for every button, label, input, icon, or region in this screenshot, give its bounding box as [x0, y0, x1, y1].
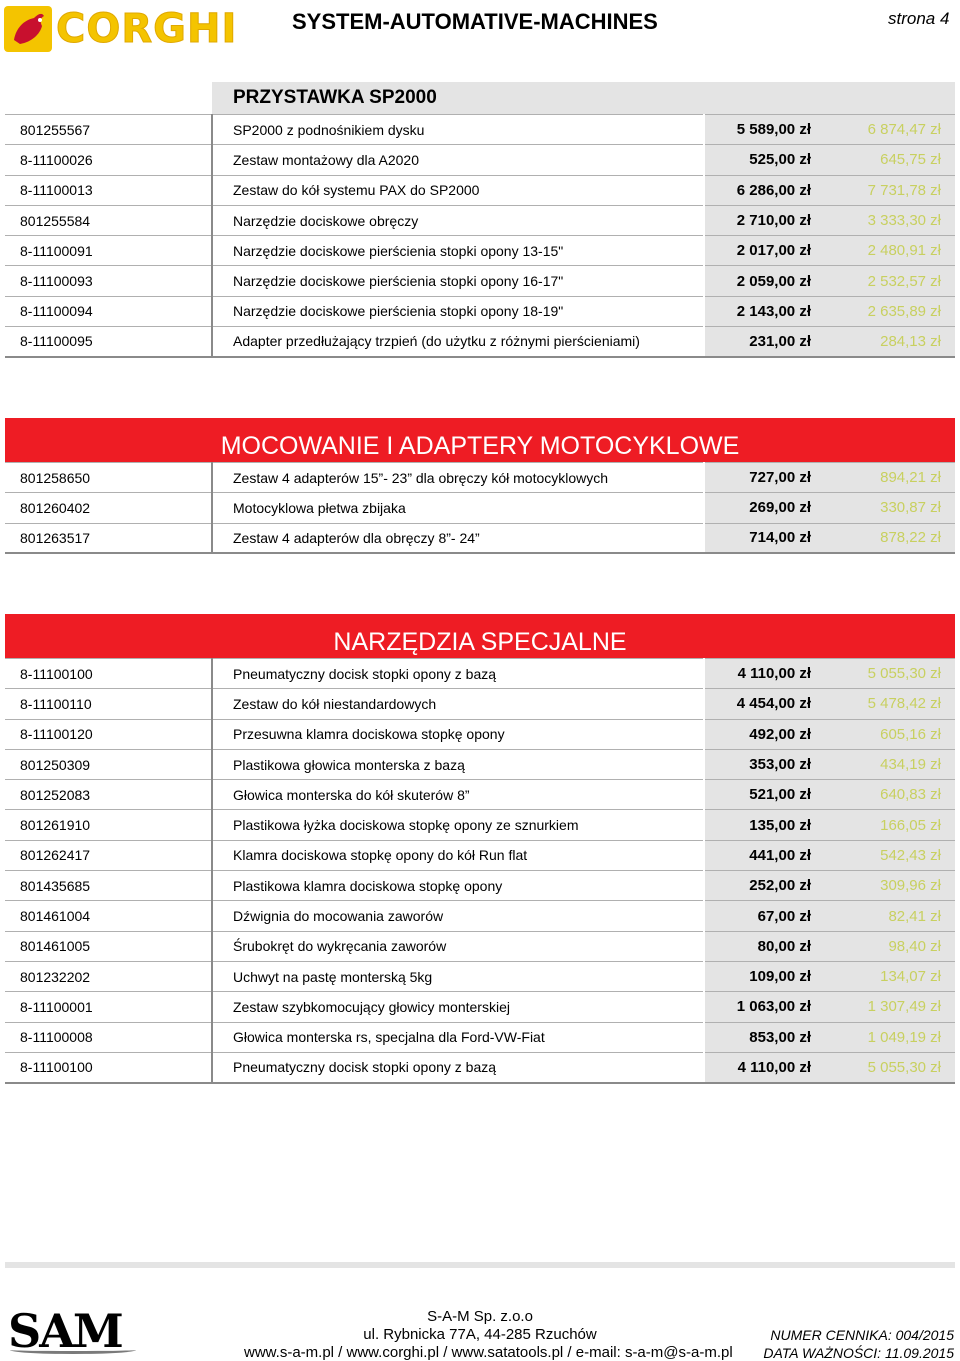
product-description: Głowica monterska rs, specjalna dla Ford-VW-Fiat: [212, 1022, 704, 1052]
section-title-bar: [212, 82, 955, 114]
net-price: 727,00 zł: [704, 463, 829, 493]
table-row: [5, 1022, 955, 1052]
product-description: Dźwignia do mocowania zaworów: [212, 901, 704, 931]
product-code: 8-11100100: [5, 1052, 212, 1082]
net-price: 231,00 zł: [704, 327, 829, 357]
product-code: 801263517: [5, 523, 212, 553]
sam-logo-text: SAM: [8, 1304, 122, 1358]
corghi-logo: [4, 4, 238, 54]
net-price: 135,00 zł: [704, 810, 829, 840]
product-code: 801262417: [5, 840, 212, 870]
table-row: [5, 780, 955, 810]
product-code: 801258650: [5, 463, 212, 493]
product-description: Narzędzie dociskowe pierścienia stopki opony 18-19": [212, 296, 704, 326]
table-row: [5, 175, 955, 205]
table-row: [5, 961, 955, 991]
section-motocyklowe: [5, 418, 955, 554]
product-description: Zestaw do kół systemu PAX do SP2000: [212, 175, 704, 205]
product-description: Adapter przedłużający trzpień (do użytku z różnymi pierścieniami): [212, 327, 704, 357]
product-description: SP2000 z podnośnikiem dysku: [212, 115, 704, 145]
product-code: 8-11100026: [5, 145, 212, 175]
price-table: [5, 114, 955, 358]
price-table: [5, 658, 955, 1084]
table-row: [5, 689, 955, 719]
table-row: [5, 810, 955, 840]
logo-text: CORGHI: [56, 6, 238, 52]
product-description: Głowica monterska do kół skuterów 8”: [212, 780, 704, 810]
price-table: [5, 462, 955, 554]
company-address: ul. Rybnicka 77A, 44-285 Rzuchów: [363, 1326, 597, 1343]
gross-price: 542,43 zł: [829, 840, 955, 870]
gross-price: 7 731,78 zł: [829, 175, 955, 205]
product-description: Zestaw do kół niestandardowych: [212, 689, 704, 719]
product-code: 801255567: [5, 115, 212, 145]
product-description: Plastikowa głowica monterska z bazą: [212, 749, 704, 779]
section-title-bar: [5, 418, 955, 462]
footer-divider: [5, 1262, 955, 1268]
net-price: 2 059,00 zł: [704, 266, 829, 296]
product-description: Pneumatyczny docisk stopki opony z bazą: [212, 659, 704, 689]
product-code: 801261910: [5, 810, 212, 840]
table-row: [5, 659, 955, 689]
net-price: 6 286,00 zł: [704, 175, 829, 205]
gross-price: 3 333,30 zł: [829, 205, 955, 235]
section-title: MOCOWANIE I ADAPTERY MOTOCYKLOWE: [5, 430, 955, 462]
product-code: 801232202: [5, 961, 212, 991]
gross-price: 2 532,57 zł: [829, 266, 955, 296]
section-title-bar: [5, 614, 955, 658]
table-row: [5, 115, 955, 145]
table-row: [5, 901, 955, 931]
gross-price: 2 480,91 zł: [829, 236, 955, 266]
section-narzedzia: [5, 614, 955, 1084]
product-code: 8-11100013: [5, 175, 212, 205]
net-price: 4 454,00 zł: [704, 689, 829, 719]
net-price: 714,00 zł: [704, 523, 829, 553]
table-row: [5, 205, 955, 235]
gross-price: 878,22 zł: [829, 523, 955, 553]
net-price: 441,00 zł: [704, 840, 829, 870]
table-row: [5, 145, 955, 175]
net-price: 492,00 zł: [704, 719, 829, 749]
table-row: [5, 463, 955, 493]
table-row: [5, 296, 955, 326]
product-description: Narzędzie dociskowe pierścienia stopki opony 13-15": [212, 236, 704, 266]
product-description: Przesuwna klamra dociskowa stopkę opony: [212, 719, 704, 749]
gross-price: 284,13 zł: [829, 327, 955, 357]
net-price: 67,00 zł: [704, 901, 829, 931]
table-row: [5, 749, 955, 779]
product-description: Pneumatyczny docisk stopki opony z bazą: [212, 1052, 704, 1082]
net-price: 252,00 zł: [704, 871, 829, 901]
gross-price: 1 049,19 zł: [829, 1022, 955, 1052]
net-price: 109,00 zł: [704, 961, 829, 991]
net-price: 1 063,00 zł: [704, 992, 829, 1022]
product-code: 801255584: [5, 205, 212, 235]
table-row: [5, 1052, 955, 1082]
product-code: 801250309: [5, 749, 212, 779]
net-price: 269,00 zł: [704, 493, 829, 523]
net-price: 353,00 zł: [704, 749, 829, 779]
net-price: 4 110,00 zł: [704, 659, 829, 689]
product-code: 8-11100091: [5, 236, 212, 266]
gross-price: 330,87 zł: [829, 493, 955, 523]
product-description: Zestaw 4 adapterów dla obręczy 8”- 24”: [212, 523, 704, 553]
product-description: Zestaw 4 adapterów 15”- 23” dla obręczy kół motocyklowych: [212, 463, 704, 493]
company-contact: www.s-a-m.pl / www.corghi.pl / www.satatools.pl / e-mail: s-a-m@s-a-m.pl: [244, 1344, 733, 1361]
price-list-number: NUMER CENNIKA: 004/2015: [770, 1327, 954, 1343]
gross-price: 640,83 zł: [829, 780, 955, 810]
product-code: 801461005: [5, 931, 212, 961]
gross-price: 98,40 zł: [829, 931, 955, 961]
table-row: [5, 992, 955, 1022]
page-header: [0, 0, 960, 62]
product-description: Uchwyt na pastę monterską 5kg: [212, 961, 704, 991]
gross-price: 434,19 zł: [829, 749, 955, 779]
product-code: 801260402: [5, 493, 212, 523]
section-title: NARZĘDZIA SPECJALNE: [5, 626, 955, 658]
gross-price: 645,75 zł: [829, 145, 955, 175]
table-row: [5, 840, 955, 870]
product-code: 8-11100001: [5, 992, 212, 1022]
product-description: Klamra dociskowa stopkę opony do kół Run flat: [212, 840, 704, 870]
net-price: 853,00 zł: [704, 1022, 829, 1052]
page-number: strona 4: [888, 9, 950, 28]
table-row: [5, 327, 955, 357]
sam-logo: [8, 1302, 138, 1358]
product-code: 801461004: [5, 901, 212, 931]
table-row: [5, 871, 955, 901]
swoosh-icon: [10, 1346, 136, 1354]
gross-price: 1 307,49 zł: [829, 992, 955, 1022]
gross-price: 894,21 zł: [829, 463, 955, 493]
gross-price: 309,96 zł: [829, 871, 955, 901]
gross-price: 6 874,47 zł: [829, 115, 955, 145]
gross-price: 5 478,42 zł: [829, 689, 955, 719]
product-description: Zestaw montażowy dla A2020: [212, 145, 704, 175]
net-price: 80,00 zł: [704, 931, 829, 961]
gross-price: 5 055,30 zł: [829, 659, 955, 689]
product-code: 801252083: [5, 780, 212, 810]
section-przystawka: [5, 82, 955, 358]
gross-price: 5 055,30 zł: [829, 1052, 955, 1082]
table-row: [5, 719, 955, 749]
net-price: 525,00 zł: [704, 145, 829, 175]
gross-price: 166,05 zł: [829, 810, 955, 840]
section-title: PRZYSTAWKA SP2000: [233, 87, 437, 108]
company-name: S-A-M Sp. z.o.o: [427, 1308, 533, 1325]
product-code: 8-11100100: [5, 659, 212, 689]
net-price: 5 589,00 zł: [704, 115, 829, 145]
gross-price: 82,41 zł: [829, 901, 955, 931]
product-code: 8-11100110: [5, 689, 212, 719]
product-code: 8-11100008: [5, 1022, 212, 1052]
gross-price: 134,07 zł: [829, 961, 955, 991]
product-description: Zestaw szybkomocujący głowicy monterskiej: [212, 992, 704, 1022]
table-row: [5, 236, 955, 266]
product-description: Motocyklowa płetwa zbijaka: [212, 493, 704, 523]
product-code: 8-11100095: [5, 327, 212, 357]
product-description: Narzędzie dociskowe pierścienia stopki opony 16-17": [212, 266, 704, 296]
table-row: [5, 493, 955, 523]
table-row: [5, 266, 955, 296]
product-description: Plastikowa klamra dociskowa stopkę opony: [212, 871, 704, 901]
rooster-icon: [4, 6, 52, 52]
net-price: 2 143,00 zł: [704, 296, 829, 326]
product-code: 8-11100093: [5, 266, 212, 296]
product-description: Plastikowa łyżka dociskowa stopkę opony ze sznurkiem: [212, 810, 704, 840]
net-price: 2 710,00 zł: [704, 205, 829, 235]
gross-price: 605,16 zł: [829, 719, 955, 749]
product-description: Narzędzie dociskowe obręczy: [212, 205, 704, 235]
gross-price: 2 635,89 zł: [829, 296, 955, 326]
product-description: Śrubokręt do wykręcania zaworów: [212, 931, 704, 961]
product-code: 801435685: [5, 871, 212, 901]
table-row: [5, 931, 955, 961]
product-code: 8-11100120: [5, 719, 212, 749]
product-code: 8-11100094: [5, 296, 212, 326]
validity-date: DATA WAŻNOŚCI: 11.09.2015: [763, 1345, 954, 1361]
net-price: 2 017,00 zł: [704, 236, 829, 266]
page-title: SYSTEM-AUTOMATIVE-MACHINES: [292, 9, 658, 34]
net-price: 4 110,00 zł: [704, 1052, 829, 1082]
page-footer: [0, 1262, 960, 1361]
table-row: [5, 523, 955, 553]
net-price: 521,00 zł: [704, 780, 829, 810]
